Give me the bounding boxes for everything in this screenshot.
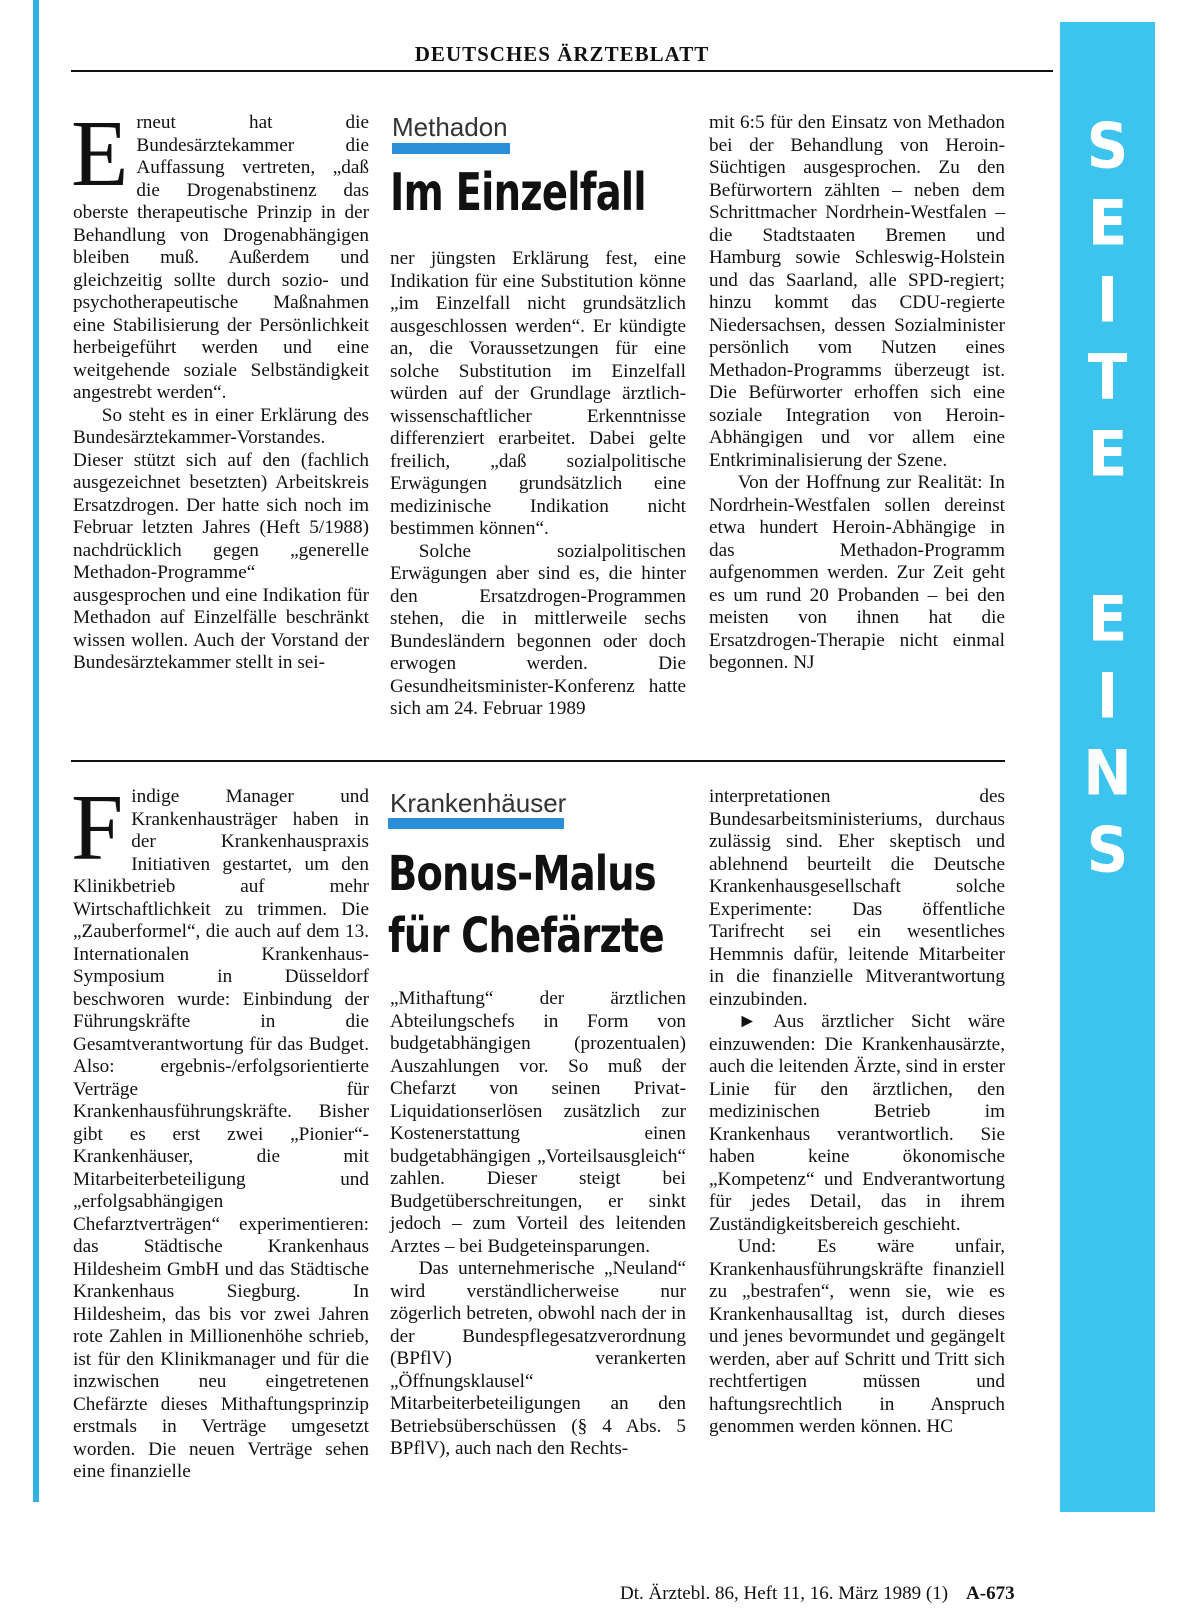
article2-headline-line1: Bonus-Malus: [388, 846, 656, 902]
paragraph: ► Aus ärztlicher Sicht wäre einzuwenden: Die Krankenhausärzte, auch die leitenden Ärzte, sind in erster Linie für den ärztlichen, den medizinischen Betrieb im Krankenhaus verantwortlich. Sie haben keine ökonomische „Kompetenz“ und Endverantwortung für jedes Detail, das in ihrem Zuständigkeitsbereich geschieht.: [709, 1011, 1005, 1235]
side-label-bar: [1060, 22, 1155, 1512]
side-letter: T: [1087, 340, 1128, 414]
paragraph: Von der Hoffnung zur Realität: In Nordrhein-Westfalen sollen dereinst etwa hundert Heroin-Abhängige in das Methadon-Programm aufgenommen werden. Zur Zeit geht es um rund 20 Probanden – bei den meisten von ihnen hat die Ersatzdrogen-Therapie nicht einmal begonnen. NJ: [709, 472, 1005, 673]
paragraph: indige Manager und Krankenhausträger haben in der Krankenhauspraxis Initiativen gestartet, um den Klinikbetrieb auf mehr Wirtschaftlichkeit zu trimmen. Die „Zauberformel“, die auch auf dem 13. Internationalen Krankenhaus-Symposium in Düsseldorf beschworen wurde: Einbindung der Führungskräfte in die Gesamtverantwortung für das Budget. Also: ergebnis-/erfolgsorientierte Verträge für Krankenhausführungskräfte. Bisher gibt es erst zwei „Pionier“-Krankenhäuser, die mit Mitarbeiterbeteiligung und „erfolgsabhängigen Chefarztverträgen“ experimentieren: das Städtische Krankenhaus Hildesheim GmbH und das Städtische Krankenhaus Siegburg. In Hildesheim, das bis vor zwei Jahren rote Zahlen in Millionenhöhe schrieb, ist für den Klinikmanager und für die inzwischen neu eingetretenen Chefärzte dieses Mithaftungsprinzip erstmals in Verträge umgesetzt worden. Die neuen Verträge sehen eine finanzielle: [73, 786, 369, 1482]
article1-kicker-bar: [392, 143, 510, 154]
article2-column-2: [390, 988, 686, 1461]
article2-kicker-bar: [388, 818, 564, 829]
side-letter: S: [1086, 109, 1129, 183]
paragraph: So steht es in einer Erklärung des Bundesärztekammer-Vorstandes. Dieser stützt sich auf den (fachlich ausgezeichnet besetzten) Arbeitskreis Ersatzdrogen. Der hatte sich noch im Februar letzten Jahres (Heft 5/1988) nachdrücklich gegen „generelle Methadon-Programme“ ausgesprochen und eine Indikation für Methadon auf Einzelfälle beschränkt wissen wollen. Auch der Vorstand der Bundesärztekammer stellt in sei-: [73, 404, 369, 673]
paragraph: interpretationen des Bundesarbeitsministeriums, durchaus zulässig sind. Eher skeptisch und ablehnend beurteilt die Deutsche Krankenhausgesellschaft solche Experimente: Das öffentliche Tarifrecht sei ein wesentliches Hemmnis dafür, leitende Mitarbeiter in die finanzielle Mitverantwortung einzubinden.: [709, 786, 1005, 1010]
paragraph: rneut hat die Bundesärztekammer die Auffassung vertreten, „daß die Drogenabstinenz das oberste therapeutische Prinzip in der Behandlung von Drogenabhängigen bleiben muß. Außerdem und gleichzeitig sollte durch sozio- und psychotherapeutische Maßnahmen eine Stabilisierung der Persönlichkeit herbeigeführt werden und eine weitgehende soziale Selbständigkeit angestrebt werden“.: [73, 112, 369, 403]
dropcap: E: [71, 102, 129, 206]
paragraph: „Mithaftung“ der ärztlichen Abteilungschefs in Form von budgetabhängigen (prozentualen) Auszahlungen vor. So muß der Chefarzt von seinen Privat-Liquidationserlösen zusätzlich zur Kostenerstattung einen budgetabhängigen „Vorteilsausgleich“ zahlen. Dieser steigt bei Budgetüberschreitungen, er sinkt jedoch – zum Vorteil des leitenden Arztes – bei Budgeteinsparungen.: [390, 988, 686, 1257]
dropcap: F: [71, 776, 124, 880]
side-letter: E: [1087, 186, 1128, 260]
article1-kicker: Methadon: [392, 112, 508, 142]
article1-column-1: [71, 102, 369, 675]
masthead-rule: [71, 70, 1053, 72]
paragraph: mit 6:5 für den Einsatz von Methadon bei der Behandlung von Heroin-Süchtigen ausgesprochen. Zu den Befürwortern zählten – neben dem Schrittmacher Nordrhein-Westfalen – die Stadtstaaten Bremen und Hamburg sowie Schleswig-Holstein und das Saarland, alle SPD-regiert; hinzu kommt das CDU-regierte Niedersachsen, dessen Sozialminister persönlich vom Nutzen eines Methadon-Programms überzeugt ist. Die Befürworter erhoffen sich eine soziale Integration von Heroin-Abhängigen und vor allem eine Entkriminalisierung der Szene.: [709, 112, 1005, 471]
page-number: A-673: [966, 1583, 1015, 1604]
left-accent-bar: [33, 0, 39, 1502]
side-letter: E: [1087, 417, 1128, 491]
article2-column-1: [71, 776, 369, 1484]
side-letter: N: [1083, 736, 1132, 810]
article1-column-2: [390, 248, 686, 721]
side-letter: S: [1086, 813, 1129, 887]
paragraph: ner jüngsten Erklärung fest, eine Indikation für eine Substitution könne „im Einzelfall nicht grundsätzlich ausgeschlossen werden“. Er kündigte an, die Voraussetzungen für eine solche Substitution im Einzelfall würden auf der Grundlage ärztlich-wissenschaftlicher Erkenntnisse differenziert erarbeitet. Dabei gelte freilich, „daß sozialpolitische Erwägungen grundsätzlich eine medizinische Indikation nicht bestimmen können“.: [390, 248, 686, 539]
article2-kicker: Krankenhäuser: [390, 788, 567, 818]
side-letter: I: [1096, 659, 1119, 733]
page-footer: [620, 1583, 1015, 1605]
side-letter: E: [1087, 582, 1128, 656]
masthead: DEUTSCHES ÄRZTEBLATT: [414, 42, 710, 66]
side-letter: I: [1096, 263, 1119, 337]
paragraph: Das unternehmerische „Neuland“ wird verständlicherweise nur zögerlich betreten, obwohl nach der in der Bundespflegesatzverordnung (BPflV) verankerten „Öffnungsklausel“ Mitarbeiterbeteiligungen an den Betriebsüberschüssen (§ 4 Abs. 5 BPflV), auch nach den Rechts-: [390, 1258, 686, 1459]
article1-headline: Im Einzelfall: [390, 163, 646, 223]
article2-column-3: [709, 786, 1005, 1439]
paragraph: Solche sozialpolitischen Erwägungen aber sind es, die hinter den Ersatzdrogen-Programmen stehen, die in mittlerweile sechs Bundesländern begonnen oder doch erwogen werden. Die Gesundheitsminister-Konferenz hatte sich am 24. Februar 1989: [390, 540, 686, 719]
section-divider: [71, 760, 1005, 762]
article1-column-3: [709, 112, 1005, 675]
citation: Dt. Ärztebl. 86, Heft 11, 16. März 1989 (1): [620, 1583, 949, 1604]
paragraph: Und: Es wäre unfair, Krankenhausführungskräfte finanziell zu „bestrafen“, wenn sie, wie es Krankenhausalltag ist, durch dieses und jenes bevormundet und gegängelt werden, aber auf Schritt und Tritt sich rechtfertigen müssen und haftungsrechtlich in Anspruch genommen werden können. HC: [709, 1236, 1005, 1437]
article2-headline-line2: für Chefärzte: [388, 908, 664, 964]
